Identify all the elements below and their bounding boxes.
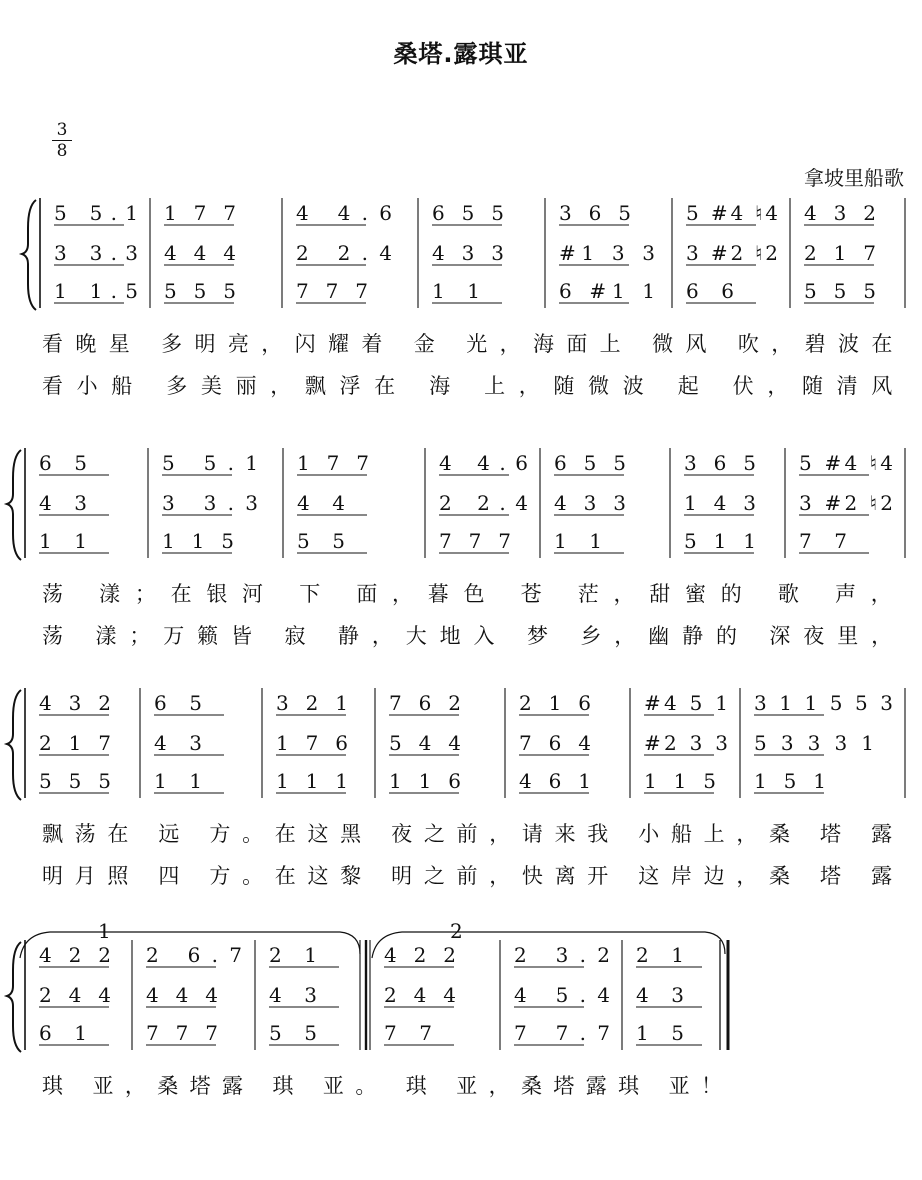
note-row-3: 1 5 [636, 1021, 684, 1045]
note-row-1: 2 3.2 [514, 943, 610, 967]
note-row-2: 4 3 [39, 491, 87, 515]
note-row-2: 4 3 3 [432, 241, 504, 265]
note-row-3: 6 #1 1 [559, 279, 655, 303]
note-row-2: 7 6 4 [519, 731, 591, 755]
system-brace [7, 450, 21, 560]
note-row-1: 2 1 6 [519, 691, 591, 715]
note-row-1: 4 4.6 [296, 201, 392, 225]
note-row-1: 3 6 5 [684, 451, 756, 475]
note-row-2: 4 4 4 [146, 983, 218, 1007]
note-row-1: 5 5.1 [162, 451, 258, 475]
note-row-2: 3 3.3 [54, 241, 138, 265]
note-row-2: 5 3 3 3 1 [754, 731, 874, 755]
note-row-2: 4 5.4 [514, 983, 610, 1007]
note-row-3: 7 7 [799, 529, 847, 553]
note-row-1: 4 3 2 [39, 691, 111, 715]
note-row-3: 1 1 [554, 529, 602, 553]
score-system-1 [0, 198, 922, 438]
note-row-2: 2 2.4 [439, 491, 528, 515]
note-row-2: 3 #2 ♮2 [799, 491, 893, 515]
score-system-4 [0, 919, 922, 1180]
volta-label: 1 [98, 919, 111, 943]
note-row-2: 4 3 3 [554, 491, 626, 515]
note-row-3: 5 5 5 [804, 279, 876, 303]
score-system-staff [0, 919, 922, 1180]
note-row-3: 7 7.7 [514, 1021, 610, 1045]
lyric-line-1: 看晚星 多明亮，闪耀着 金 光，海面上 微风 吹，碧波在 [42, 332, 905, 356]
note-row-1: 5 #4 ♮4 [799, 451, 893, 475]
note-row-3: 5 5 5 [39, 769, 111, 793]
note-row-1: 2 1 [636, 943, 684, 967]
score-system-2 [0, 448, 922, 688]
note-row-3: 5 5 [297, 529, 345, 553]
note-row-2: 3 3.3 [162, 491, 258, 515]
note-row-1: 7 6 2 [389, 691, 461, 715]
note-row-1: #4 5 1 [644, 691, 728, 715]
time-signature-numerator: 3 [56, 120, 68, 140]
note-row-3: 1 1 [154, 769, 202, 793]
note-row-1: 5 5.1 [54, 201, 138, 225]
note-row-3: 7 7 7 [439, 529, 511, 553]
note-row-1: 1 7 7 [164, 201, 236, 225]
system-brace [7, 690, 21, 800]
song-attribution: 拿坡里船歌 [804, 166, 904, 190]
note-row-1: 3 1 1 5 5 3 [754, 691, 893, 715]
note-row-2: 2 1 7 [804, 241, 876, 265]
lyric-line-2: 看小船 多美丽，飘浮在 海 上，随微波 起 伏，随清风 [42, 374, 906, 398]
note-row-3: 7 7 [384, 1021, 432, 1045]
note-row-2: 1 4 3 [684, 491, 756, 515]
system-brace [7, 942, 21, 1052]
lyric-line-1: 飘荡在 远 方。在这黑 夜之前，请来我 小船上，桑 塔 露 [42, 822, 904, 846]
time-signature-denominator: 8 [52, 140, 72, 161]
note-row-1: 1 7 7 [297, 451, 369, 475]
note-row-1: 6 5 5 [554, 451, 626, 475]
note-row-1: 4 2 2 [39, 943, 111, 967]
note-row-3: 1 1 5 [644, 769, 716, 793]
note-row-3: 5 5 5 [164, 279, 236, 303]
note-row-1: 6 5 5 [432, 201, 504, 225]
note-row-2: 2 4 4 [39, 983, 111, 1007]
lyric-line-2: 明月照 四 方。在这黎 明之前，快离开 这岸边，桑 塔 露 [42, 864, 904, 888]
note-row-3: 1 1 1 [276, 769, 348, 793]
score-system-staff [0, 448, 922, 688]
page-title: 桑塔.露琪亚 [393, 40, 529, 68]
note-row-1: 6 5 [39, 451, 87, 475]
note-row-2: 4 3 [636, 983, 684, 1007]
note-row-3: 5 1 1 [684, 529, 756, 553]
lyric-line-1: 荡 漾；在银河 下 面，暮色 苍 茫，甜蜜的 歌 声， [42, 582, 907, 606]
note-row-1: 4 3 2 [804, 201, 876, 225]
note-row-1: 2 1 [269, 943, 317, 967]
note-row-2: 2 2.4 [296, 241, 392, 265]
time-signature [52, 120, 72, 161]
note-row-3: 7 7 7 [296, 279, 368, 303]
note-row-3: 1 1 6 [389, 769, 461, 793]
note-row-2: #2 3 3 [644, 731, 728, 755]
note-row-2: 5 4 4 [389, 731, 461, 755]
note-row-2: 2 1 7 [39, 731, 111, 755]
note-row-2: 2 4 4 [384, 983, 456, 1007]
note-row-3: 4 6 1 [519, 769, 591, 793]
note-row-2: 4 3 [269, 983, 317, 1007]
note-row-1: 3 6 5 [559, 201, 631, 225]
score-system-staff [0, 198, 922, 438]
note-row-3: 1 1 [432, 279, 480, 303]
note-row-3: 1 1 5 [162, 529, 234, 553]
volta-label: 2 [450, 919, 463, 943]
note-row-1: 4 2 2 [384, 943, 456, 967]
lyric-line-1: 琪 亚，桑塔露 琪 亚。 琪 亚，桑塔露琪 亚！ [42, 1074, 734, 1098]
note-row-2: #1 3 3 [559, 241, 655, 265]
note-row-3: 7 7 7 [146, 1021, 218, 1045]
note-row-2: 4 4 4 [164, 241, 236, 265]
note-row-1: 2 6.7 [146, 943, 242, 967]
note-row-3: 1 5 1 [754, 769, 826, 793]
note-row-3: 1 1 [39, 529, 87, 553]
note-row-1: 6 5 [154, 691, 202, 715]
note-row-3: 1 1.5 [54, 279, 138, 303]
note-row-1: 3 2 1 [276, 691, 348, 715]
system-brace [22, 200, 36, 310]
note-row-2: 1 7 6 [276, 731, 348, 755]
note-row-1: 5 #4 ♮4 [686, 201, 778, 225]
note-row-1: 4 4.6 [439, 451, 528, 475]
lyric-line-2: 荡 漾；万籁皆 寂 静，大地入 梦 乡，幽静的 深夜里， [42, 624, 905, 648]
score-system-3 [0, 688, 922, 928]
note-row-2: 3 #2 ♮2 [686, 241, 778, 265]
note-row-3: 6 6 [686, 279, 734, 303]
note-row-2: 4 3 [154, 731, 202, 755]
note-row-3: 5 5 [269, 1021, 317, 1045]
note-row-3: 6 1 [39, 1021, 87, 1045]
note-row-2: 4 4 [297, 491, 345, 515]
score-system-staff [0, 688, 922, 928]
